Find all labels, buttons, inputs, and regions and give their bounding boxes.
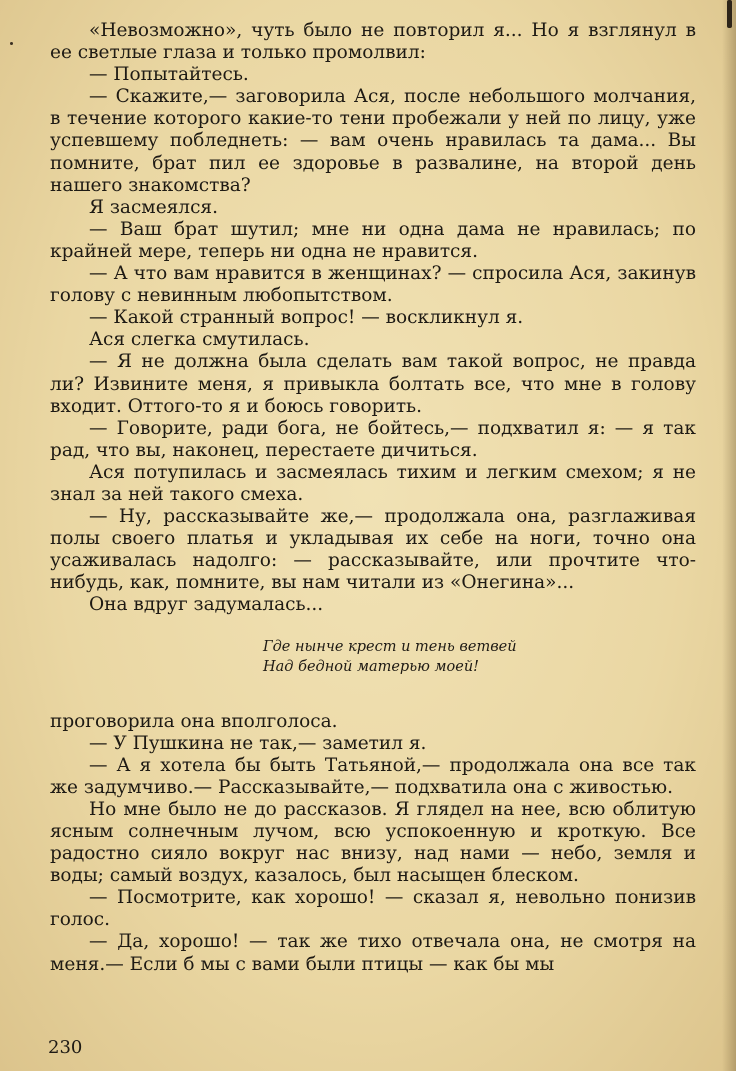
paragraph: — А что вам нравится в женщинах? — спросила Ася, закинув голову с невинным любопытством.: [50, 263, 696, 307]
poem-line: Где нынче крест и тень ветвей: [263, 638, 517, 655]
paragraph: — А я хотела бы быть Татьяной,— продолжала она все так же задумчиво.— Рассказывайте,— подхватила она с живостью.: [50, 754, 696, 798]
page-text: [50, 20, 696, 976]
paragraph: Но мне было не до рассказов. Я глядел на нее, всю облитую ясным солнечным лучом, всю успокоенную и кроткую. Все радостно сияло вокруг нас внизу, над нами — небо, земля и воды; самый воздух, казалось, был насыщен блеском.: [50, 798, 696, 887]
paragraph: — Говорите, ради бога, не бойтесь,— подхватил я: — я так рад, что вы, наконец, перестаете дичиться.: [50, 417, 696, 461]
paragraph: Я засмеялся.: [89, 196, 218, 218]
paragraph: — У Пушкина не так,— заметил я.: [89, 732, 427, 754]
paragraphs-before-poem: [50, 20, 696, 617]
paragraphs-after-poem: [50, 711, 696, 976]
paragraph: — Да, хорошо! — так же тихо отвечала она, не смотря на меня.— Если б мы с вами были птицы — как бы мы: [50, 931, 696, 975]
binding-mark: [727, 0, 732, 28]
poem-quote: [50, 637, 696, 677]
poem-line: Над бедной матерью моей!: [263, 658, 479, 675]
paragraph: Она вдруг задумалась...: [89, 594, 324, 616]
paragraph: — Ну, рассказывайте же,— продолжала она, разглаживая полы своего платья и укладывая их себе на ноги, точно она усаживалась надолго: — рассказывайте, или прочтите что-нибудь, как, помните, вы нам читали из «Онегина»...: [50, 506, 696, 594]
paragraph: — Я не должна была сделать вам такой вопрос, не правда ли? Извините меня, я привыкла болтать все, что мне в голову входит. Оттого-то я и боюсь говорить.: [50, 351, 696, 417]
paragraph: — Ваш брат шутил; мне ни одна дама не нравилась; по крайней мере, теперь ни одна не нравится.: [50, 218, 696, 262]
paragraph: Ася слегка смутилась.: [89, 329, 310, 351]
paragraph: — Какой странный вопрос! — воскликнул я.: [89, 307, 524, 329]
page-edge-shadow: [722, 0, 736, 1071]
paragraph: проговорила она вполголоса.: [50, 710, 338, 732]
paragraph: «Невозможно», чуть было не повторил я... Но я взглянул в ее светлые глаза и только промолвил:: [50, 20, 696, 64]
paragraph: — Посмотрите, как хорошо! — сказал я, невольно понизив голос.: [50, 887, 696, 931]
paragraph: Ася потупилась и засмеялась тихим и легким смехом; я не знал за ней такого смеха.: [50, 461, 696, 505]
page-number: 230: [48, 1037, 83, 1058]
paragraph: — Попытайтесь.: [89, 64, 249, 86]
margin-speck: [10, 42, 13, 45]
paragraph: — Скажите,— заговорила Ася, после небольшого молчания, в течение которого какие-то тени пробежали у ней по лицу, уже успевшему побледнеть: — вам очень нравилась та дама... Вы помните, брат пил ее здоровье в развалине, на второй день нашего знакомства?: [50, 86, 696, 196]
